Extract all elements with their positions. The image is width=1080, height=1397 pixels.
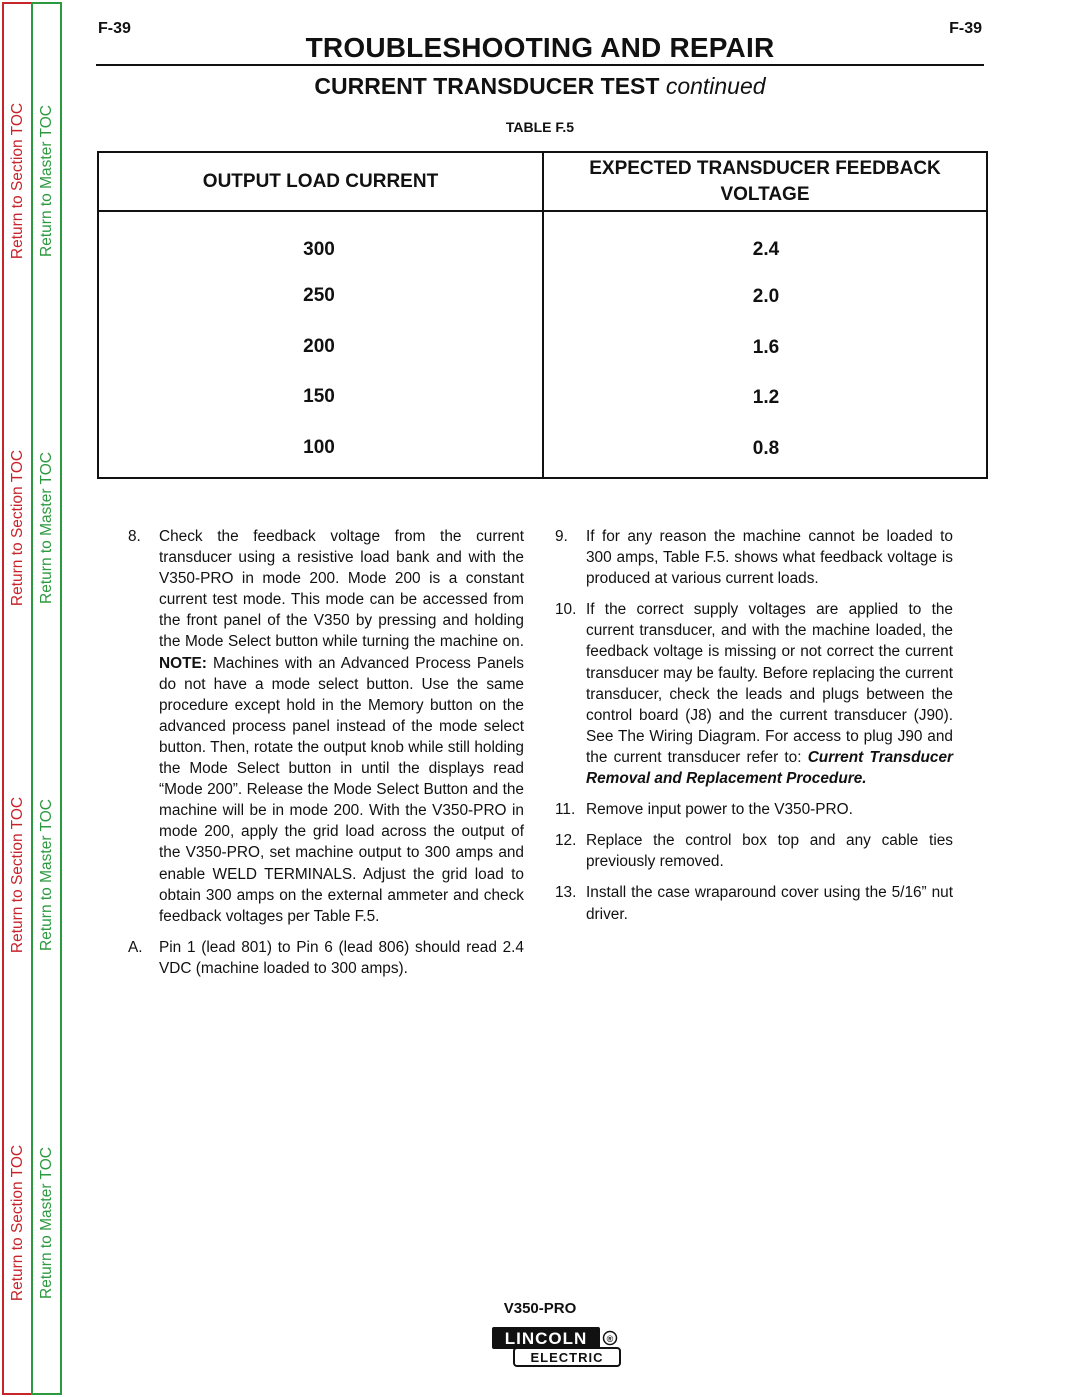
step-letter: A.	[128, 938, 143, 956]
step-text: Remove input power to the V350-PRO.	[586, 801, 853, 819]
step-number: 11.	[555, 801, 576, 819]
return-to-master-toc-link-1[interactable]: Return to Master TOC	[37, 105, 55, 257]
note-label: NOTE:	[159, 654, 207, 672]
logo-text-top: LINCOLN	[504, 1329, 588, 1348]
step-9	[555, 526, 953, 589]
page-number-right: F-39	[949, 20, 982, 37]
step-12	[555, 830, 953, 872]
left-column	[128, 526, 524, 989]
section-title	[98, 73, 982, 100]
table-cell-current: 300	[303, 239, 335, 260]
step-8a	[128, 937, 524, 979]
return-to-section-toc-link-2[interactable]: Return to Section TOC	[8, 449, 26, 607]
step-8-text-b: Machines with an Advanced Process Panels do not have a mode select button. Use the same procedure except hold in the Memory button on the advanced process panel instead of the mode select button. Then, rotate the output knob while still holding the Mode Select button in until the displays read “Mode 200”. Release the Mode Select Button and the machine will be in mode 200. With the V350-PRO in mode 200, apply the grid load across the output of the V350-PRO, set machine output to 300 amps and enable WELD TERMINALS. Adjust the grid load to obtain 300 amps on the external ammeter and check feedback voltages per Table F.5.	[159, 654, 524, 925]
table-cell-current: 250	[303, 285, 335, 306]
table-caption: TABLE F.5	[505, 119, 575, 135]
page-number-left: F-39	[98, 20, 131, 37]
master-toc-strip	[31, 2, 62, 1395]
table-cell-current: 150	[303, 386, 335, 407]
step-number: 8.	[128, 528, 141, 545]
step-text: Install the case wraparound cover using the 5/16” nut driver.	[586, 884, 953, 923]
step-number: 10.	[555, 601, 577, 619]
table-cell-current: 100	[303, 437, 335, 458]
table-cell-current: 200	[303, 336, 335, 357]
step-text: Replace the control box top and any cable ties previously removed.	[586, 832, 953, 871]
step-13	[555, 882, 953, 924]
table-header-line-1: EXPECTED TRANSDUCER FEEDBACK	[589, 157, 941, 179]
procedure-reference-link[interactable]: Current Transducer Removal and Replacement Procedure.	[586, 748, 953, 788]
table-cell-voltage: 2.0	[752, 286, 780, 307]
table-header-output-load-current: OUTPUT LOAD CURRENT	[202, 170, 439, 192]
section-title-main: CURRENT TRANSDUCER TEST	[314, 73, 660, 99]
logo-text-bottom: ELECTRIC	[530, 1350, 604, 1365]
step-10-text: If the correct supply voltages are applied to the current transducer, and with the machine loaded, the feedback voltage is missing or not correct the current transducer may be faulty. Before replacing the current transducer, check the leads and plugs between the control board (J8) and the current transducer (J90). See The Wiring Diagram. For access to plug J90 and the current transducer refer to:	[586, 601, 953, 766]
table-cell-voltage: 0.8	[752, 438, 780, 459]
section-title-continued: continued	[665, 73, 766, 99]
step-number: 13.	[555, 884, 577, 902]
step-text	[586, 599, 953, 789]
title-divider	[96, 64, 984, 66]
return-to-section-toc-link-4[interactable]: Return to Section TOC	[8, 1144, 26, 1302]
table-header-divider	[99, 210, 986, 212]
step-10	[555, 599, 953, 789]
step-8	[128, 526, 524, 927]
step-text: If for any reason the machine cannot be loaded to 300 amps, Table F.5. shows what feedback voltage is produced at various current loads.	[586, 528, 953, 588]
return-to-master-toc-link-4[interactable]: Return to Master TOC	[37, 1147, 55, 1299]
table-cell-voltage: 2.4	[752, 239, 780, 260]
step-number: 9.	[555, 528, 568, 545]
table-header-line-2: VOLTAGE	[720, 183, 810, 205]
lincoln-electric-logo	[490, 1326, 622, 1368]
return-to-section-toc-link-1[interactable]: Return to Section TOC	[8, 102, 26, 260]
step-8-text-a: Check the feedback voltage from the current transducer using a resistive load bank and with the V350-PRO in mode 200. Mode 200 is a constant current test mode. This mode can be accessed from the front panel of the V350 by pressing and holding the Mode Select button while turning the machine on.	[159, 528, 524, 651]
logo-registered-mark: ®	[606, 1334, 614, 1344]
step-text: Pin 1 (lead 801) to Pin 6 (lead 806) should read 2.4 VDC (machine loaded to 300 amps).	[159, 938, 524, 977]
feedback-voltage-table	[97, 151, 988, 479]
return-to-master-toc-link-2[interactable]: Return to Master TOC	[37, 452, 55, 604]
step-text	[159, 526, 524, 927]
right-column	[555, 526, 953, 935]
page-title: TROUBLESHOOTING AND REPAIR	[305, 32, 775, 63]
step-11	[555, 799, 953, 820]
return-to-master-toc-link-3[interactable]: Return to Master TOC	[37, 799, 55, 951]
table-header-expected-feedback-voltage	[544, 153, 986, 210]
section-toc-strip	[2, 2, 33, 1395]
model-name: V350-PRO	[503, 1300, 577, 1317]
table-cell-voltage: 1.6	[752, 337, 780, 358]
step-number: 12.	[555, 832, 577, 850]
return-to-section-toc-link-3[interactable]: Return to Section TOC	[8, 796, 26, 954]
table-cell-voltage: 1.2	[752, 387, 780, 408]
